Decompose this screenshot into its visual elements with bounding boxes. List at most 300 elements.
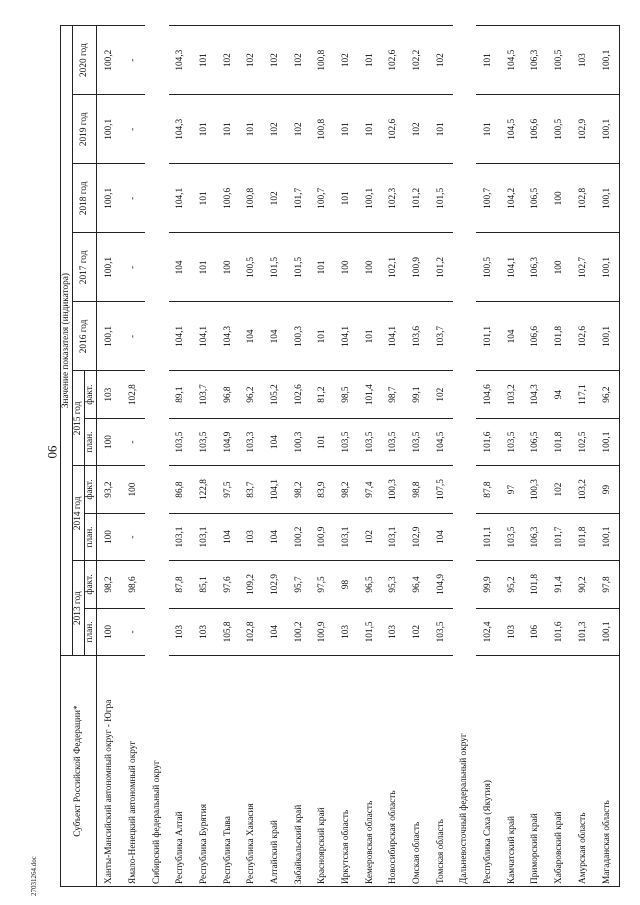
value-cell: 102 xyxy=(263,26,287,95)
value-cell: 101,5 xyxy=(263,233,287,302)
header-subject: Субъект Российской Федерации* xyxy=(61,656,97,887)
value-cell: - xyxy=(121,608,145,655)
value-cell: 102,8 xyxy=(571,164,595,233)
value-cell: 102 xyxy=(547,466,571,513)
value-cell: 100,6 xyxy=(216,164,240,233)
value-cell: - xyxy=(121,26,145,95)
value-cell: 105,8 xyxy=(216,608,240,655)
value-cell: 101 xyxy=(311,233,335,302)
value-cell: 100,1 xyxy=(594,233,619,302)
value-cell: 102,5 xyxy=(571,418,595,465)
value-cell: 83,9 xyxy=(311,466,335,513)
group-spacer-cell xyxy=(145,164,169,233)
value-cell: 101,4 xyxy=(358,371,382,418)
region-name: Республика Алтай xyxy=(169,656,193,887)
value-cell: 101 xyxy=(216,95,240,164)
region-name: Томская область xyxy=(429,656,453,887)
table-row xyxy=(216,26,240,887)
table-group-row xyxy=(453,26,477,887)
group-spacer-cell xyxy=(145,513,169,560)
value-cell: 104,3 xyxy=(216,302,240,371)
table-row xyxy=(121,26,145,887)
header-plan: план. xyxy=(85,608,97,655)
value-cell: 106,6 xyxy=(524,95,548,164)
value-cell: 100,1 xyxy=(594,95,619,164)
value-cell: 103,1 xyxy=(334,513,358,560)
value-cell: 100,1 xyxy=(97,302,122,371)
value-cell: 102 xyxy=(405,95,429,164)
value-cell: 104 xyxy=(240,302,264,371)
header-year-2016: 2016 год xyxy=(73,302,97,371)
value-cell: 95,7 xyxy=(287,561,311,608)
group-spacer-cell xyxy=(145,561,169,608)
value-cell: 103 xyxy=(571,26,595,95)
value-cell: 104,5 xyxy=(500,95,524,164)
value-cell: 96,8 xyxy=(216,371,240,418)
value-cell: 103,5 xyxy=(429,608,453,655)
group-spacer-cell xyxy=(145,371,169,418)
value-cell: 104,1 xyxy=(500,233,524,302)
value-cell: 101,5 xyxy=(429,164,453,233)
value-cell: 103 xyxy=(334,608,358,655)
group-spacer-cell xyxy=(145,302,169,371)
header-fact: факт. xyxy=(85,371,97,418)
value-cell: 100,8 xyxy=(240,164,264,233)
value-cell: 100,1 xyxy=(594,26,619,95)
region-name: Республика Хакасия xyxy=(240,656,264,887)
value-cell: 102,4 xyxy=(476,608,500,655)
region-name: Республика Тыва xyxy=(216,656,240,887)
value-cell: 101,2 xyxy=(405,164,429,233)
value-cell: 100,1 xyxy=(594,164,619,233)
header-year-2019: 2019 год xyxy=(73,95,97,164)
value-cell: 102 xyxy=(334,26,358,95)
value-cell: 101 xyxy=(358,302,382,371)
value-cell: 100,5 xyxy=(476,233,500,302)
table-row xyxy=(476,26,500,887)
group-spacer-cell xyxy=(145,95,169,164)
value-cell: 102,1 xyxy=(382,233,406,302)
header-year-2013: 2013 год xyxy=(73,561,85,656)
value-cell: 100 xyxy=(358,233,382,302)
value-cell: 101,7 xyxy=(287,164,311,233)
value-cell: 103,5 xyxy=(358,418,382,465)
header-plan: план. xyxy=(85,513,97,560)
table-row xyxy=(571,26,595,887)
value-cell: 104,2 xyxy=(500,164,524,233)
value-cell: 101 xyxy=(192,233,216,302)
value-cell: 100,7 xyxy=(476,164,500,233)
group-spacer-cell xyxy=(453,561,477,608)
group-spacer-cell xyxy=(453,302,477,371)
value-cell: 106 xyxy=(524,608,548,655)
value-cell: 100 xyxy=(216,233,240,302)
value-cell: 100,2 xyxy=(97,26,122,95)
value-cell: 101 xyxy=(358,95,382,164)
value-cell: 104 xyxy=(429,513,453,560)
value-cell: 93,2 xyxy=(97,466,122,513)
value-cell: 103,5 xyxy=(192,418,216,465)
value-cell: 106,3 xyxy=(524,513,548,560)
value-cell: 104,6 xyxy=(476,371,500,418)
group-spacer-cell xyxy=(453,608,477,655)
value-cell: 104,9 xyxy=(216,418,240,465)
value-cell: 103,5 xyxy=(169,418,193,465)
header-value-title: Значение показателя (индикатора) xyxy=(61,26,73,656)
group-spacer-cell xyxy=(145,26,169,95)
value-cell: 100 xyxy=(97,608,122,655)
value-cell: 101,8 xyxy=(547,302,571,371)
value-cell: 106,5 xyxy=(524,418,548,465)
value-cell: 102 xyxy=(287,26,311,95)
value-cell: 100,1 xyxy=(594,608,619,655)
value-cell: 103 xyxy=(97,371,122,418)
value-cell: 106,3 xyxy=(524,26,548,95)
value-cell: 104,3 xyxy=(524,371,548,418)
value-cell: 100,7 xyxy=(311,164,335,233)
value-cell: 98,7 xyxy=(382,371,406,418)
value-cell: 100,1 xyxy=(97,233,122,302)
value-cell: 117,1 xyxy=(571,371,595,418)
value-cell: 104,1 xyxy=(382,302,406,371)
region-name: Ямало-Ненецкий автономный округ xyxy=(121,656,145,887)
table-row xyxy=(97,26,122,887)
table-row xyxy=(169,26,193,887)
header-fact: факт. xyxy=(85,466,97,513)
value-cell: 103,2 xyxy=(571,466,595,513)
value-cell: 102,8 xyxy=(240,608,264,655)
value-cell: 98,8 xyxy=(405,466,429,513)
value-cell: 100,8 xyxy=(311,95,335,164)
group-spacer-cell xyxy=(453,371,477,418)
value-cell: 101 xyxy=(358,26,382,95)
rotated-table-container xyxy=(60,25,620,887)
value-cell: 104,5 xyxy=(500,26,524,95)
value-cell: 101 xyxy=(192,95,216,164)
value-cell: 104 xyxy=(500,302,524,371)
value-cell: 95,2 xyxy=(500,561,524,608)
table-row xyxy=(287,26,311,887)
value-cell: 103,7 xyxy=(192,371,216,418)
table-row xyxy=(500,26,524,887)
value-cell: 102 xyxy=(405,608,429,655)
value-cell: 101,1 xyxy=(476,513,500,560)
value-cell: 97,5 xyxy=(216,466,240,513)
value-cell: 97 xyxy=(500,466,524,513)
value-cell: 100 xyxy=(97,513,122,560)
value-cell: 102,3 xyxy=(382,164,406,233)
header-year-2020: 2020 год xyxy=(73,26,97,95)
value-cell: 100 xyxy=(547,164,571,233)
value-cell: 101,6 xyxy=(547,608,571,655)
value-cell: 101,1 xyxy=(476,302,500,371)
value-cell: 103 xyxy=(169,608,193,655)
value-cell: 103,1 xyxy=(192,513,216,560)
value-cell: 81,2 xyxy=(311,371,335,418)
value-cell: 103,5 xyxy=(382,418,406,465)
value-cell: 103 xyxy=(240,513,264,560)
value-cell: 96,2 xyxy=(594,371,619,418)
value-cell: 99,1 xyxy=(405,371,429,418)
value-cell: 97,4 xyxy=(358,466,382,513)
value-cell: 102 xyxy=(216,26,240,95)
header-plan: план. xyxy=(85,418,97,465)
value-cell: 103 xyxy=(382,608,406,655)
value-cell: 100,2 xyxy=(287,608,311,655)
value-cell: 102,8 xyxy=(121,371,145,418)
table-row xyxy=(547,26,571,887)
value-cell: 100,5 xyxy=(547,26,571,95)
value-cell: 103,5 xyxy=(334,418,358,465)
region-name: Магаданская область xyxy=(594,656,619,887)
value-cell: 100,9 xyxy=(311,608,335,655)
value-cell: 102,9 xyxy=(405,513,429,560)
group-spacer-cell xyxy=(453,164,477,233)
value-cell: 98,2 xyxy=(97,561,122,608)
table-row xyxy=(594,26,619,887)
value-cell: - xyxy=(121,164,145,233)
region-name: Алтайский край xyxy=(263,656,287,887)
value-cell: 100,3 xyxy=(287,302,311,371)
value-cell: 100,1 xyxy=(97,164,122,233)
group-spacer-cell xyxy=(453,513,477,560)
value-cell: 98,6 xyxy=(121,561,145,608)
value-cell: 100,8 xyxy=(311,26,335,95)
group-spacer-cell xyxy=(453,466,477,513)
group-spacer-cell xyxy=(453,95,477,164)
region-name: Иркутская область xyxy=(334,656,358,887)
value-cell: 105,2 xyxy=(263,371,287,418)
region-name: Республика Саха (Якутия) xyxy=(476,656,500,887)
value-cell: 97,6 xyxy=(216,561,240,608)
value-cell: 101 xyxy=(192,164,216,233)
value-cell: - xyxy=(121,302,145,371)
value-cell: 104,1 xyxy=(263,466,287,513)
region-name: Новосибирская область xyxy=(382,656,406,887)
value-cell: 101 xyxy=(334,95,358,164)
region-name: Амурская область xyxy=(571,656,595,887)
group-spacer-cell xyxy=(453,418,477,465)
value-cell: 101,2 xyxy=(429,233,453,302)
value-cell: 101,8 xyxy=(524,561,548,608)
header-year-2017: 2017 год xyxy=(73,233,97,302)
value-cell: 104 xyxy=(263,608,287,655)
value-cell: 102,6 xyxy=(382,26,406,95)
value-cell: 100,9 xyxy=(311,513,335,560)
value-cell: 122,8 xyxy=(192,466,216,513)
value-cell: 100,3 xyxy=(524,466,548,513)
value-cell: 95,3 xyxy=(382,561,406,608)
value-cell: 101 xyxy=(311,418,335,465)
group-spacer-cell xyxy=(145,418,169,465)
value-cell: 103,3 xyxy=(240,418,264,465)
value-cell: 99,9 xyxy=(476,561,500,608)
value-cell: 101 xyxy=(334,164,358,233)
value-cell: 102,9 xyxy=(263,561,287,608)
value-cell: 106,6 xyxy=(524,302,548,371)
page-number: 90 xyxy=(45,445,60,459)
value-cell: 104 xyxy=(216,513,240,560)
value-cell: 100 xyxy=(334,233,358,302)
group-spacer-cell xyxy=(145,233,169,302)
value-cell: 100,1 xyxy=(594,418,619,465)
value-cell: 104,1 xyxy=(334,302,358,371)
value-cell: 85,1 xyxy=(192,561,216,608)
table-row xyxy=(334,26,358,887)
header-year-2018: 2018 год xyxy=(73,164,97,233)
value-cell: 101 xyxy=(429,95,453,164)
value-cell: 104,1 xyxy=(169,164,193,233)
region-name: Хабаровский край xyxy=(547,656,571,887)
table-row xyxy=(429,26,453,887)
value-cell: 100,3 xyxy=(382,466,406,513)
value-cell: 100,5 xyxy=(547,95,571,164)
value-cell: 100 xyxy=(121,466,145,513)
value-cell: 104 xyxy=(263,302,287,371)
value-cell: 101,7 xyxy=(547,513,571,560)
value-cell: 101,5 xyxy=(287,233,311,302)
value-cell: 102 xyxy=(429,26,453,95)
value-cell: 103,5 xyxy=(500,513,524,560)
value-cell: 104,3 xyxy=(169,95,193,164)
value-cell: 106,5 xyxy=(524,164,548,233)
value-cell: 100,1 xyxy=(594,302,619,371)
value-cell: 104,1 xyxy=(169,302,193,371)
value-cell: 100,1 xyxy=(358,164,382,233)
table-row xyxy=(358,26,382,887)
value-cell: 104 xyxy=(263,513,287,560)
value-cell: 99 xyxy=(594,466,619,513)
group-spacer-cell xyxy=(453,26,477,95)
footer-filename: 27031264.doc xyxy=(30,856,38,896)
value-cell: 96,2 xyxy=(240,371,264,418)
group-spacer-cell xyxy=(453,233,477,302)
value-cell: 98 xyxy=(334,561,358,608)
group-spacer-cell xyxy=(145,608,169,655)
value-cell: 102 xyxy=(240,26,264,95)
value-cell: 100,1 xyxy=(594,513,619,560)
table-header xyxy=(61,26,97,887)
group-name: Сибирский федеральный округ xyxy=(145,656,169,887)
value-cell: 102 xyxy=(263,164,287,233)
group-name: Дальневосточный федеральный округ xyxy=(453,656,477,887)
value-cell: 100,9 xyxy=(405,233,429,302)
value-cell: 102 xyxy=(429,371,453,418)
value-cell: 96,4 xyxy=(405,561,429,608)
value-cell: 87,8 xyxy=(476,466,500,513)
value-cell: 104,3 xyxy=(169,26,193,95)
group-spacer-cell xyxy=(145,466,169,513)
value-cell: 104 xyxy=(169,233,193,302)
region-name: Красноярский край xyxy=(311,656,335,887)
value-cell: 104,5 xyxy=(429,418,453,465)
header-year-2014: 2014 год xyxy=(73,466,85,561)
header-fact: факт. xyxy=(85,561,97,608)
value-cell: 102,6 xyxy=(382,95,406,164)
value-cell: 90,2 xyxy=(571,561,595,608)
value-cell: 100,5 xyxy=(240,233,264,302)
value-cell: 101 xyxy=(192,26,216,95)
value-cell: 98,5 xyxy=(334,371,358,418)
value-cell: 89,1 xyxy=(169,371,193,418)
value-cell: 102 xyxy=(287,95,311,164)
value-cell: 102 xyxy=(263,95,287,164)
value-cell: 96,5 xyxy=(358,561,382,608)
value-cell: 103,1 xyxy=(382,513,406,560)
value-cell: 101,8 xyxy=(547,418,571,465)
indicator-table xyxy=(60,25,620,887)
value-cell: 101 xyxy=(311,302,335,371)
value-cell: 97,8 xyxy=(594,561,619,608)
value-cell: 104,1 xyxy=(192,302,216,371)
value-cell: 106,3 xyxy=(524,233,548,302)
value-cell: 100 xyxy=(97,418,122,465)
region-name: Кемеровская область xyxy=(358,656,382,887)
value-cell: 101,8 xyxy=(571,513,595,560)
value-cell: 107,5 xyxy=(429,466,453,513)
value-cell: 102 xyxy=(358,513,382,560)
value-cell: 86,8 xyxy=(169,466,193,513)
value-cell: 103 xyxy=(500,608,524,655)
value-cell: 101,6 xyxy=(476,418,500,465)
value-cell: 97,5 xyxy=(311,561,335,608)
table-row xyxy=(311,26,335,887)
table-body xyxy=(97,26,620,887)
value-cell: 109,2 xyxy=(240,561,264,608)
region-name: Камчатский край xyxy=(500,656,524,887)
table-group-row xyxy=(145,26,169,887)
value-cell: - xyxy=(121,95,145,164)
value-cell: 101 xyxy=(240,95,264,164)
value-cell: 98,2 xyxy=(334,466,358,513)
region-name: Республика Бурятия xyxy=(192,656,216,887)
value-cell: 83,7 xyxy=(240,466,264,513)
value-cell: 101 xyxy=(476,26,500,95)
value-cell: 102,7 xyxy=(571,233,595,302)
value-cell: 94 xyxy=(547,371,571,418)
region-name: Омская область xyxy=(405,656,429,887)
value-cell: 103,6 xyxy=(405,302,429,371)
table-row xyxy=(405,26,429,887)
table-row xyxy=(524,26,548,887)
value-cell: 100,1 xyxy=(97,95,122,164)
value-cell: 100 xyxy=(547,233,571,302)
value-cell: 103,7 xyxy=(429,302,453,371)
value-cell: 103,2 xyxy=(500,371,524,418)
value-cell: 100,3 xyxy=(287,418,311,465)
value-cell: 98,2 xyxy=(287,466,311,513)
value-cell: 102,2 xyxy=(405,26,429,95)
value-cell: 103,5 xyxy=(500,418,524,465)
value-cell: - xyxy=(121,233,145,302)
value-cell: 104,9 xyxy=(429,561,453,608)
value-cell: 103 xyxy=(192,608,216,655)
table-row xyxy=(240,26,264,887)
table-row xyxy=(263,26,287,887)
value-cell: 87,8 xyxy=(169,561,193,608)
region-name: Ханты-Мансийский автономный округ - Югра xyxy=(97,656,122,887)
value-cell: 104 xyxy=(263,418,287,465)
header-year-2015: 2015 год xyxy=(73,371,85,466)
value-cell: 100,2 xyxy=(287,513,311,560)
value-cell: 101,3 xyxy=(571,608,595,655)
value-cell: 103,5 xyxy=(405,418,429,465)
value-cell: 103,1 xyxy=(169,513,193,560)
region-name: Приморский край xyxy=(524,656,548,887)
value-cell: 101 xyxy=(476,95,500,164)
value-cell: - xyxy=(121,513,145,560)
table-row xyxy=(192,26,216,887)
